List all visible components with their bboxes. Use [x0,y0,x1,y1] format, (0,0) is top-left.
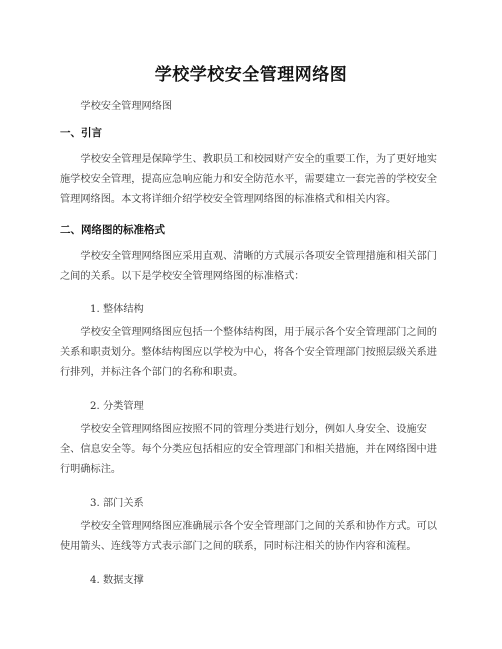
item-label-structure: 1. 整体结构 [90,304,144,315]
item-body-classification [60,420,444,480]
item-label-classification: 2. 分类管理 [90,401,144,412]
subtitle-text: 学校安全管理网络图 [80,101,173,112]
item-label-data-support: 4. 数据支撑 [90,575,144,586]
section-heading-format: 二、网络图的标准格式 [60,224,165,236]
document-title: 学校学校安全管理网络图 [154,65,348,85]
section-format-intro [60,247,444,287]
paragraph: 学校安全管理网络图应包括一个整体结构图，用于展示各个安全管理部门之间的关系和职责划分。整体结构图应以学校为中心，将各个安全管理部门按照层级关系进行排列，并标注各个部门的名称和职责。 [60,327,437,378]
item-body-structure [60,323,444,383]
section-heading-intro: 一、引言 [60,127,102,139]
paragraph: 学校安全管理网络图应采用直观、清晰的方式展示各项安全管理措施和相关部门之间的关系。以下是学校安全管理网络图的标准格式： [60,251,437,282]
item-body-relations [60,517,444,557]
paragraph: 学校安全管理网络图应按照不同的管理分类进行划分，例如人身安全、设施安全、信息安全等。每个分类应包括相应的安全管理部门和相关措施，并在网络图中进行明确标注。 [60,424,437,475]
paragraph: 学校安全管理网络图应准确展示各个安全管理部门之间的关系和协作方式。可以使用箭头、连线等方式表示部门之间的联系，同时标注相关的协作内容和流程。 [60,521,437,552]
document-subtitle [60,97,444,117]
section-intro-body [60,150,444,210]
paragraph: 学校安全管理是保障学生、教职员工和校园财产安全的重要工作，为了更好地实施学校安全管理，提高应急响应能力和安全防范水平，需要建立一套完善的学校安全管理网络图。本文将详细介绍学校安全管理网络图的标准格式和相关内容。 [60,154,437,205]
item-label-relations: 3. 部门关系 [90,498,144,509]
